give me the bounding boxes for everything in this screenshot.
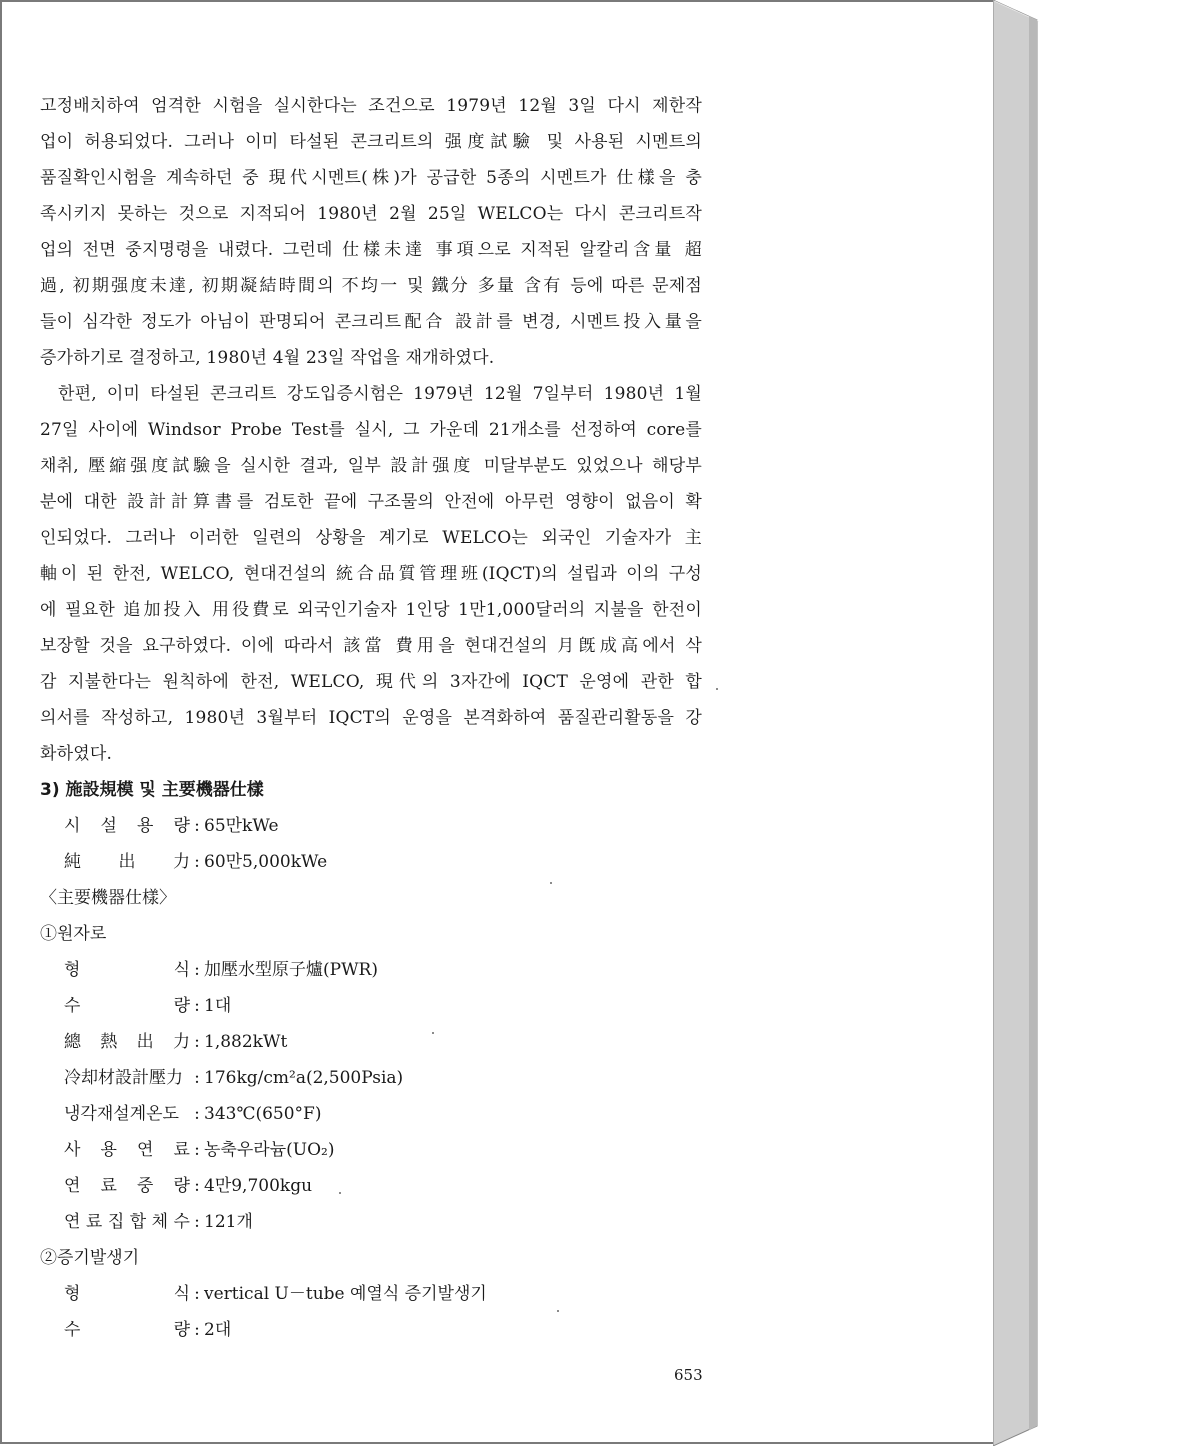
spec-colon: : xyxy=(194,996,200,1016)
spec-value: 4만9,700kgu xyxy=(204,1176,313,1196)
page-number: 653 xyxy=(674,1366,703,1384)
text-line: 업의 전면 중지명령을 내렸다. 그런데 仕樣未達 事項으로 지적된 알칼리含量 超 xyxy=(40,240,702,260)
spec-label-part: 량 xyxy=(173,1320,190,1340)
spec-label-part: 용 xyxy=(137,816,154,836)
text-line: 업이 허용되었다. 그러나 이미 타설된 콘크리트의 强度試驗 및 사용된 시멘트의 xyxy=(40,132,702,152)
spec-colon: : xyxy=(194,816,200,836)
book-spine xyxy=(993,0,1039,1446)
spec-label-part: 합 xyxy=(129,1212,147,1232)
spec-row xyxy=(40,1096,702,1132)
spec-row xyxy=(40,1168,702,1204)
spec-value: 176kg/cm²a(2,500Psia) xyxy=(204,1068,404,1088)
spec-label-part: 식 xyxy=(173,960,190,980)
spec-label xyxy=(64,808,190,844)
spec-label xyxy=(64,1312,190,1348)
spec-label-part: 량 xyxy=(173,996,190,1016)
spec-row xyxy=(40,844,702,880)
reactor-specs xyxy=(40,952,702,1240)
spec-label-part: 료 xyxy=(100,1176,117,1196)
spec-value: 121개 xyxy=(204,1212,253,1232)
spec-label-part: 중 xyxy=(137,1176,154,1196)
spec-label-part: 시 xyxy=(64,816,81,836)
facility-specs xyxy=(40,808,702,880)
spec-label xyxy=(64,1168,190,1204)
spec-label-part: 出 xyxy=(118,852,136,872)
spec-value: vertical U－tube 예열식 증기발생기 xyxy=(204,1284,487,1304)
section-title: 3) 施設規模 및 主要機器仕樣 xyxy=(40,780,264,800)
scan-speck xyxy=(550,882,552,884)
spec-colon: : xyxy=(194,1032,200,1052)
spec-label xyxy=(64,1204,190,1240)
scan-speck xyxy=(557,1310,559,1312)
spec-value: 1대 xyxy=(204,996,232,1016)
spec-label xyxy=(64,1276,190,1312)
spec-label-part: 냉각재설계온도 xyxy=(64,1104,179,1124)
spec-label xyxy=(64,952,190,988)
paragraph-2 xyxy=(40,376,702,772)
spec-label xyxy=(64,1024,190,1060)
spec-label xyxy=(64,844,190,880)
spec-label-part: 純 xyxy=(64,852,81,872)
text-line: 過, 初期强度未達, 初期凝結時間의 不均一 및 鐵分 多量 含有 등에 따른 문제점 xyxy=(40,276,702,296)
text-line: 화하였다. xyxy=(40,744,113,764)
spec-label-part: 량 xyxy=(173,816,190,836)
text-line: 분에 대한 設計計算書를 검토한 끝에 구조물의 안전에 아무런 영향이 없음이 확 xyxy=(40,492,702,512)
spec-label xyxy=(64,1132,190,1168)
steam-generator-specs xyxy=(40,1276,702,1348)
spec-label-part: 용 xyxy=(100,1140,117,1160)
spec-label-part: 체 xyxy=(151,1212,169,1232)
spec-row xyxy=(40,1132,702,1168)
scan-speck xyxy=(339,1192,341,1194)
scan-speck xyxy=(716,688,718,690)
spec-row xyxy=(40,1204,702,1240)
text-line: 의서를 작성하고, 1980년 3월부터 IQCT의 운영을 본격화하여 품질관리활동을 강 xyxy=(40,708,702,728)
text-line: 감 지불한다는 원칙하에 한전, WELCO, 現代의 3자간에 IQCT 운영에 관한 합 xyxy=(40,672,702,692)
spec-row xyxy=(40,1060,702,1096)
spec-label-part: 總 xyxy=(64,1032,81,1052)
spec-colon: : xyxy=(194,852,200,872)
spec-label xyxy=(64,988,190,1024)
spec-value: 1,882kWt xyxy=(204,1032,288,1052)
text-line: 인되었다. 그러나 이러한 일련의 상황을 계기로 WELCO는 외국인 기술자가 主 xyxy=(40,528,702,548)
scan-speck xyxy=(432,1032,434,1034)
spec-label-part: 형 xyxy=(64,1284,81,1304)
spec-label xyxy=(64,1096,190,1132)
spec-value: 2대 xyxy=(204,1320,232,1340)
text-line: 27일 사이에 Windsor Probe Test를 실시, 그 가운데 21개소를 선정하여 core를 xyxy=(40,420,702,440)
text-line: 채취, 壓縮强度試驗을 실시한 결과, 일부 設計强度 미달부분도 있었으나 해당부 xyxy=(40,456,702,476)
spec-label-part: 冷却材設計壓力 xyxy=(64,1068,183,1088)
spec-label-part: 수 xyxy=(64,996,81,1016)
spec-row xyxy=(40,1312,702,1348)
spec-label-part: 연 xyxy=(137,1140,154,1160)
spec-value: 343℃(650°F) xyxy=(204,1104,322,1124)
spec-label-part: 力 xyxy=(172,1032,190,1052)
text-line: 에 필요한 追加投入 用役費로 외국인기술자 1인당 1만1,000달러의 지불을 한전이 xyxy=(40,600,702,620)
spec-row xyxy=(40,988,702,1024)
spec-colon: : xyxy=(194,1320,200,1340)
spec-label-part: 연 xyxy=(64,1212,81,1232)
spec-colon: : xyxy=(194,1212,200,1232)
spec-label-part: 사 xyxy=(64,1140,81,1160)
spec-colon: : xyxy=(194,1176,200,1196)
text-line: 품질확인시험을 계속하던 중 現代시멘트(株)가 공급한 5종의 시멘트가 仕樣을 충 xyxy=(40,168,702,188)
specs-heading: 〈主要機器仕樣〉 xyxy=(40,888,176,908)
paragraph-1 xyxy=(40,88,702,376)
spec-colon: : xyxy=(194,1068,200,1088)
spec-colon: : xyxy=(194,960,200,980)
text-line: 들이 심각한 정도가 아님이 판명되어 콘크리트配合 設計를 변경, 시멘트投入量을 xyxy=(40,312,702,332)
spec-row xyxy=(40,808,702,844)
reactor-heading: ①원자로 xyxy=(40,924,107,944)
text-line: 軸이 된 한전, WELCO, 현대건설의 統合品質管理班(IQCT)의 설립과 이의 구성 xyxy=(40,564,702,584)
steam-generator-heading: ②증기발생기 xyxy=(40,1248,140,1268)
text-line: 보장할 것을 요구하였다. 이에 따라서 該當 費用을 현대건설의 月旣成高에서 삭 xyxy=(40,636,702,656)
spec-value: 加壓水型原子爐(PWR) xyxy=(204,960,378,980)
spec-label-part: 설 xyxy=(100,816,117,836)
spec-value: 60만5,000kWe xyxy=(204,852,328,872)
spec-label-part: 연 xyxy=(64,1176,81,1196)
spec-row xyxy=(40,952,702,988)
spec-colon: : xyxy=(194,1284,200,1304)
spec-label-part: 량 xyxy=(173,1176,190,1196)
spec-label xyxy=(64,1060,190,1096)
spec-value: 농축우라늄(UO₂) xyxy=(204,1140,335,1160)
spec-label-part: 力 xyxy=(173,852,190,872)
spec-label-part: 熱 xyxy=(100,1032,118,1052)
text-line: 증가하기로 결정하고, 1980년 4월 23일 작업을 재개하였다. xyxy=(40,348,495,368)
spec-row xyxy=(40,1276,702,1312)
spec-colon: : xyxy=(194,1140,200,1160)
spec-label-part: 료 xyxy=(85,1212,103,1232)
text-line: 족시키지 못하는 것으로 지적되어 1980년 2월 25일 WELCO는 다시 콘크리트작 xyxy=(40,204,702,224)
page-content xyxy=(40,88,702,1348)
spec-row xyxy=(40,1024,702,1060)
spec-label-part: 집 xyxy=(107,1212,125,1232)
text-line: 고정배치하여 엄격한 시험을 실시한다는 조건으로 1979년 12월 3일 다시 제한작 xyxy=(40,96,702,116)
spec-label-part: 형 xyxy=(64,960,81,980)
spec-label-part: 出 xyxy=(136,1032,154,1052)
text-line: 한편, 이미 타설된 콘크리트 강도입증시험은 1979년 12월 7일부터 1980년 1월 xyxy=(58,384,702,404)
spec-value: 65만kWe xyxy=(204,816,279,836)
spec-colon: : xyxy=(194,1104,200,1124)
spec-label-part: 수 xyxy=(173,1212,190,1232)
spec-label-part: 료 xyxy=(173,1140,190,1160)
spec-label-part: 수 xyxy=(64,1320,81,1340)
spec-label-part: 식 xyxy=(173,1284,190,1304)
